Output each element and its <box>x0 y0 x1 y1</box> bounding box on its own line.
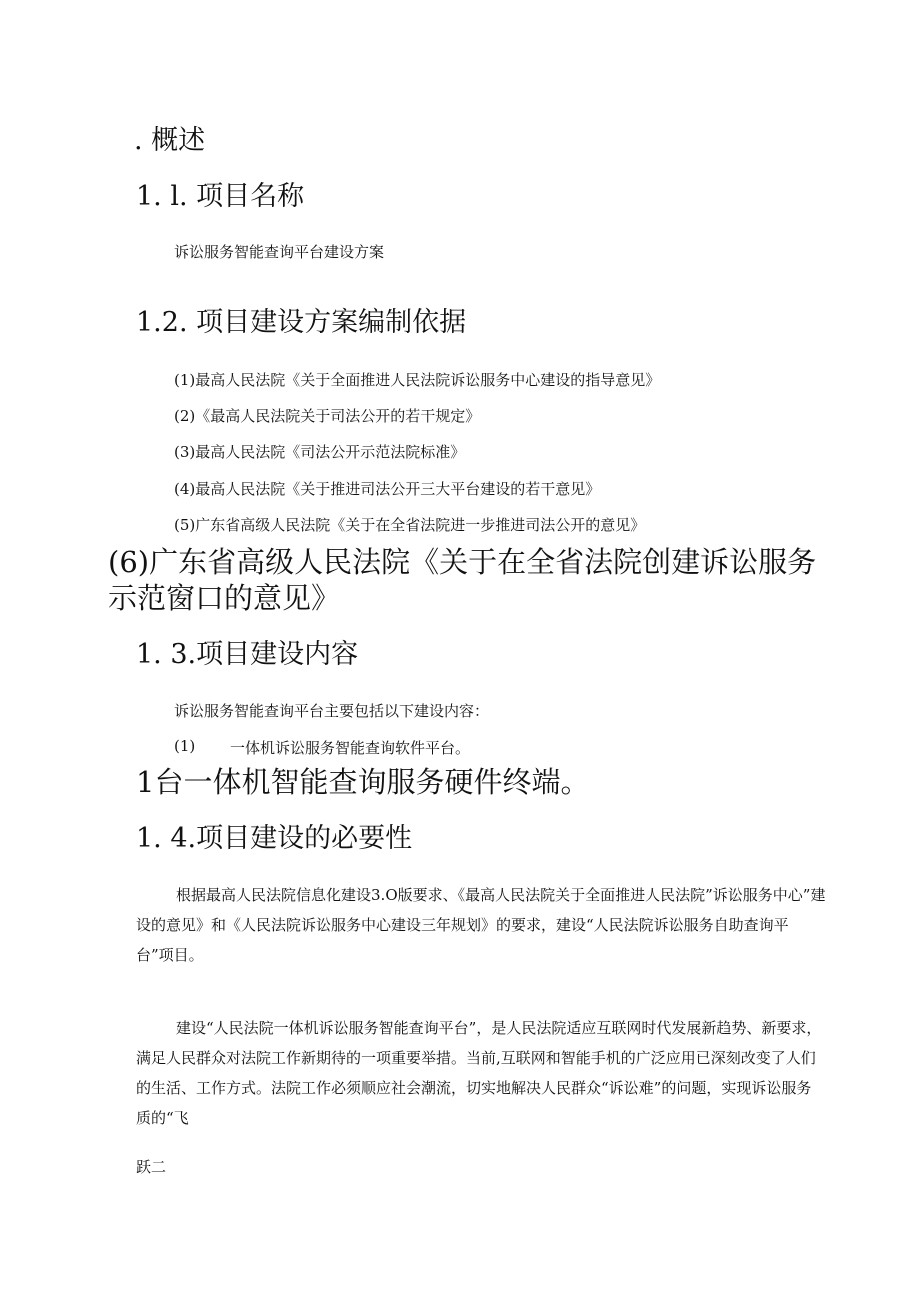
content-item-1-number: (1) <box>174 737 196 755</box>
basis-item-6-line1: (6)广东省高级人民法院《关于在全省法院创建诉讼服务 <box>108 545 817 579</box>
necessity-paragraph-1 <box>136 880 826 970</box>
content-item-2: 1台一体机智能查询服务硬件终端。 <box>136 765 590 799</box>
heading-overview: . 概述 <box>134 125 206 156</box>
basis-item-3: (3)最高人民法院《司法公开示范法院标准》 <box>174 443 466 461</box>
section-1-1-title: 1. l. 项目名称 <box>136 181 305 212</box>
necessity-paragraph-2-text: 建设“人民法院一体机诉讼服务智能查询平台”，是人民法院适应互联网时代发展新趋势、新要求，满足人民群众对法院工作新期待的一项重要举措。当前,互联网和智能手机的广泛应用已深刻改变了人们的生活、工作方式。法院工作必须顺应社会潮流，切实地解决人民群众“诉讼难”的问题，实现诉讼服务质的“飞 <box>136 1019 822 1127</box>
project-name-text: 诉讼服务智能查询平台建设方案 <box>174 243 385 261</box>
necessity-paragraph-2 <box>136 1013 826 1133</box>
content-item-1-text: 一体机诉讼服务智能查询软件平台。 <box>230 739 471 757</box>
section-1-4-title: 1. 4.项目建设的必要性 <box>136 823 413 854</box>
basis-item-5: (5)广东省高级人民法院《关于在全省法院进一步推进司法公开的意见》 <box>174 516 646 534</box>
section-1-2-title: 1.2. 项目建设方案编制依据 <box>136 307 467 338</box>
basis-item-2: (2)《最高人民法院关于司法公开的若干规定》 <box>174 407 481 425</box>
trailing-text: 跃二 <box>136 1158 167 1176</box>
section-1-3-title: 1. 3.项目建设内容 <box>136 639 359 670</box>
necessity-paragraph-1-text: 根据最高人民法院信息化建设3.O版要求、《最高人民法院关于全面推进人民法院”诉讼服务中心”建设的意见》和《人民法院诉讼服务中心建设三年规划》的要求，建设“人民法院诉讼服务自助查询平台”项目。 <box>136 886 826 964</box>
basis-item-6-line2: 示范窗口的意见》 <box>108 581 341 615</box>
content-intro-text: 诉讼服务智能查询平台主要包括以下建设内容： <box>174 702 490 720</box>
basis-item-4: (4)最高人民法院《关于推进司法公开三大平台建设的若干意见》 <box>174 480 601 498</box>
basis-item-1: (1)最高人民法院《关于全面推进人民法院诉讼服务中心建设的指导意见》 <box>174 371 661 389</box>
